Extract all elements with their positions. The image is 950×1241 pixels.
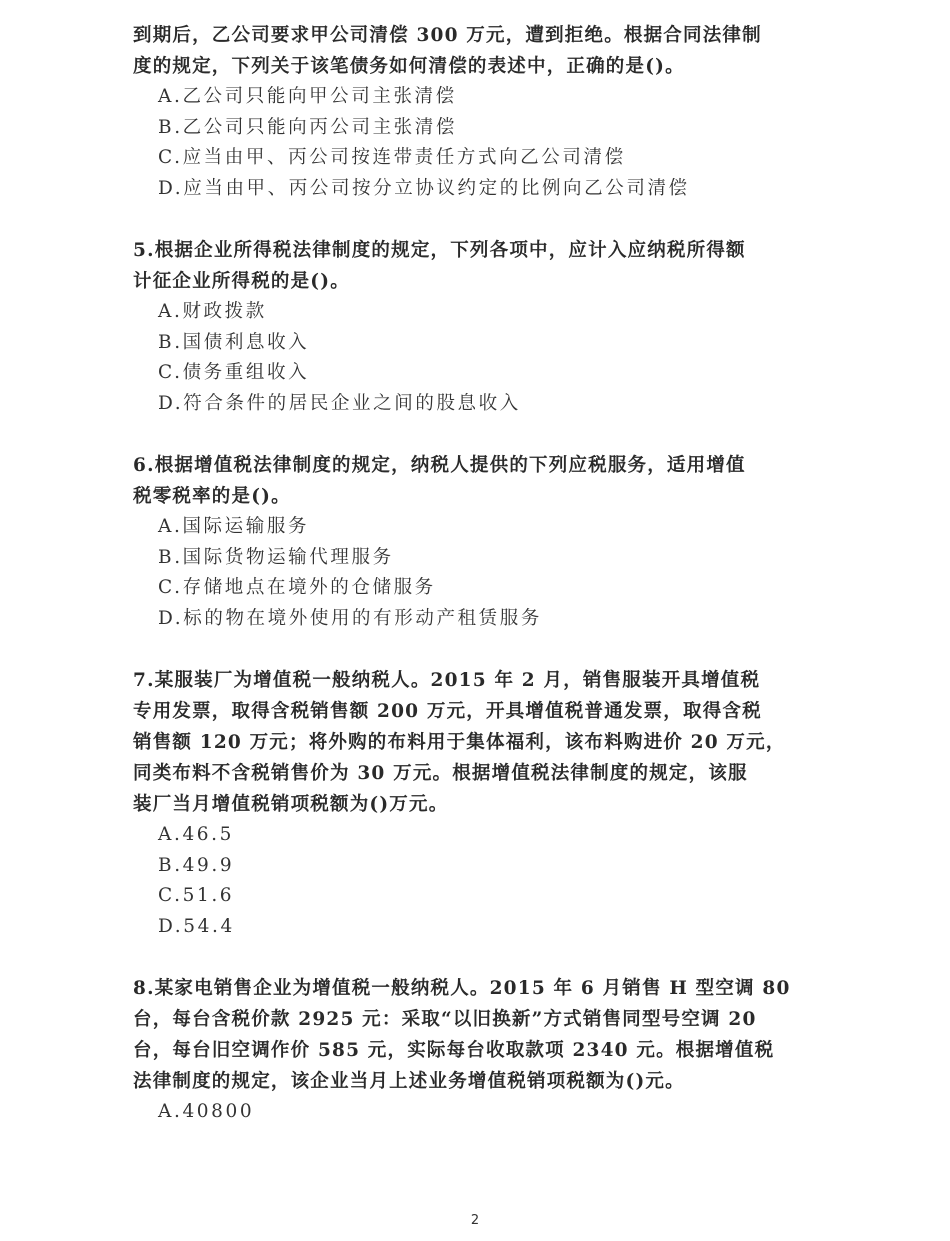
question-stem <box>133 665 823 820</box>
stem-line: 度的规定，下列关于该笔债务如何清偿的表述中，正确的是()。 <box>133 56 685 77</box>
option-a: A.国际运输服务 <box>158 516 310 537</box>
stem-line: 5.根据企业所得税法律制度的规定，下列各项中，应计入应纳税所得额 <box>133 240 746 261</box>
page-number: 2 <box>470 1213 480 1228</box>
stem-line: 税零税率的是()。 <box>133 486 291 507</box>
option-a: A.乙公司只能向甲公司主张清偿 <box>158 86 457 107</box>
option-c: C.存储地点在境外的仓储服务 <box>158 577 436 598</box>
option-c: C.债务重组收入 <box>158 362 310 383</box>
document-page <box>133 20 823 1128</box>
question-stem <box>133 235 823 297</box>
option-b: B.乙公司只能向丙公司主张清偿 <box>158 116 457 138</box>
spacer <box>133 634 823 665</box>
stem-line: 装厂当月增值税销项税额为()万元。 <box>133 794 449 815</box>
stem-line: 到期后，乙公司要求甲公司清偿 300 万元，遭到拒绝。根据合同法律制 <box>133 25 762 46</box>
stem-line: 台，每台含税价款 2925 元：采取“以旧换新”方式销售同型号空调 20 <box>133 1009 757 1030</box>
spacer <box>133 419 823 450</box>
spacer <box>133 942 823 973</box>
stem-line: 计征企业所得税的是()。 <box>133 271 350 292</box>
option-a: A.财政拨款 <box>158 301 267 322</box>
stem-line: 8.某家电销售企业为增值税一般纳税人。2015 年 6 月销售 H 型空调 80 <box>133 978 791 999</box>
question-4-continued <box>133 20 823 204</box>
question-stem <box>133 973 823 1097</box>
question-8 <box>133 973 823 1128</box>
option-b: B.49.9 <box>158 854 235 876</box>
question-5 <box>133 235 823 419</box>
question-6 <box>133 450 823 634</box>
question-stem <box>133 20 823 82</box>
option-d: D.符合条件的居民企业之间的股息收入 <box>158 392 521 414</box>
stem-line: 台，每台旧空调作价 585 元，实际每台收取款项 2340 元。根据增值税 <box>133 1040 775 1061</box>
question-7 <box>133 665 823 942</box>
stem-line: 7.某服装厂为增值税一般纳税人。2015 年 2 月，销售服装开具增值税 <box>133 670 761 691</box>
option-b: B.国债利息收入 <box>158 331 310 353</box>
stem-line: 法律制度的规定，该企业当月上述业务增值税销项税额为()元。 <box>133 1071 685 1092</box>
stem-line: 专用发票，取得含税销售额 200 万元，开具增值税普通发票，取得含税 <box>133 701 762 722</box>
option-a: A.46.5 <box>158 824 235 845</box>
stem-line: 6.根据增值税法律制度的规定，纳税人提供的下列应税服务，适用增值 <box>133 455 746 476</box>
question-stem <box>133 450 823 512</box>
option-d: D.应当由甲、丙公司按分立协议约定的比例向乙公司清偿 <box>158 177 690 199</box>
stem-line: 同类布料不含税销售价为 30 万元。根据增值税法律制度的规定，该服 <box>133 763 748 784</box>
stem-line: 销售额 120 万元；将外购的布料用于集体福利，该布料购进价 20 万元， <box>133 732 786 753</box>
option-b: B.国际货物运输代理服务 <box>158 546 394 568</box>
option-d: D.54.4 <box>158 915 235 937</box>
option-c: C.应当由甲、丙公司按连带责任方式向乙公司清偿 <box>158 147 626 168</box>
spacer <box>133 204 823 235</box>
option-a: A.40800 <box>158 1101 255 1122</box>
option-d: D.标的物在境外使用的有形动产租赁服务 <box>158 607 542 629</box>
option-c: C.51.6 <box>158 885 235 906</box>
